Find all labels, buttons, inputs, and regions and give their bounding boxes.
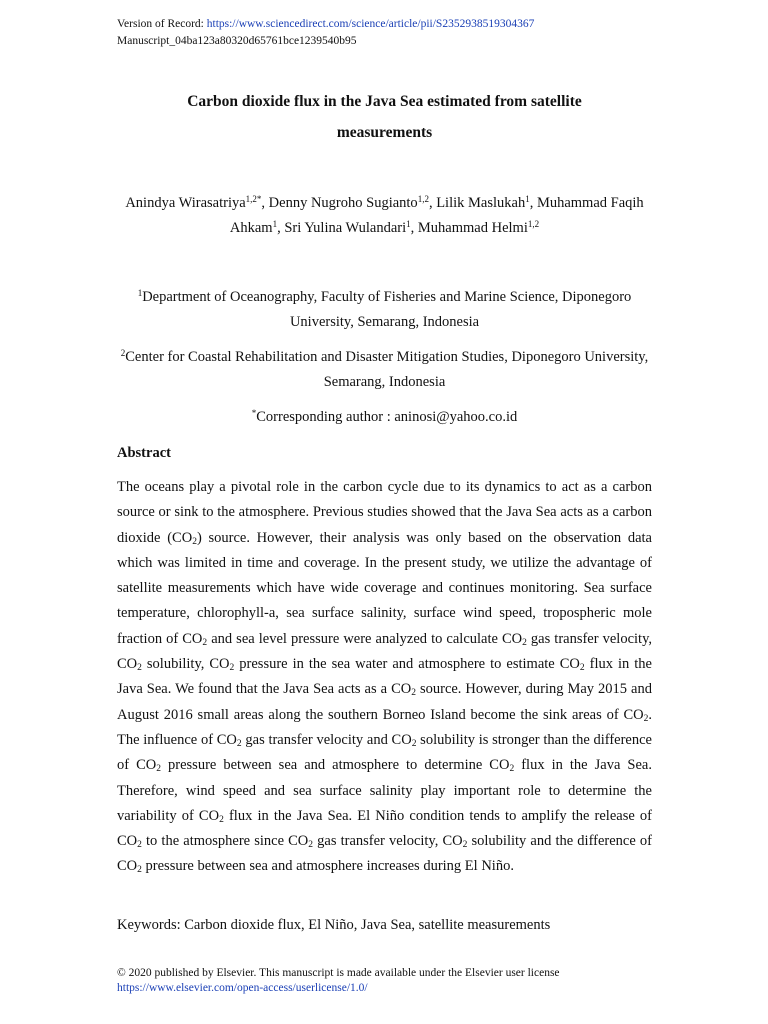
abstract-text: and sea level pressure were analyzed to calculate CO (207, 630, 523, 647)
co2-subscript: 2 (192, 536, 197, 547)
affiliation-text: Center for Coastal Rehabilitation and Disaster Mitigation Studies, Diponegoro University, Semarang, Indonesia (125, 349, 649, 390)
co2-subscript: 2 (229, 663, 235, 674)
manuscript-id: Manuscript_04ba123a80320d65761bce1239540b95 (117, 35, 357, 47)
co2-subscript: 2 (219, 814, 224, 825)
license-footer (117, 966, 560, 996)
abstract-text: solubility, CO (141, 656, 230, 673)
co2-subscript: 2 (236, 738, 242, 749)
author-affiliation-mark: 1 (406, 219, 411, 229)
abstract-text: pressure between sea and atmosphere to determine CO (161, 757, 510, 774)
co2-subscript: 2 (522, 637, 527, 648)
page-header (117, 16, 534, 50)
affiliation-mark: 2 (120, 348, 126, 358)
co2-subscript: 2 (509, 764, 515, 775)
co2-subscript: 2 (156, 764, 161, 775)
author-name: , Muhammad Faqih Ahkam (229, 195, 644, 236)
abstract-body (117, 475, 652, 880)
license-link[interactable]: https://www.elsevier.com/open-access/userlicense/1.0/ (117, 982, 368, 994)
abstract-text: gas transfer velocity, CO (313, 833, 463, 850)
version-of-record-label: Version of Record: (117, 18, 204, 30)
abstract-text: source. However, during May 2015 and August 2016 small areas along the southern Borneo Island become the sink areas of CO (117, 681, 652, 723)
co2-subscript: 2 (202, 637, 208, 648)
abstract-text: solubility and the difference of CO (117, 833, 652, 875)
version-of-record-line (117, 16, 534, 33)
co2-subscript: 2 (411, 688, 416, 699)
abstract-heading: Abstract (117, 445, 171, 461)
affiliation-mark: 1 (137, 288, 143, 298)
abstract-text: gas transfer velocity and CO (241, 731, 412, 748)
affiliation-1 (117, 285, 652, 335)
co2-subscript: 2 (462, 840, 468, 851)
author-affiliation-mark: 1 (525, 194, 530, 204)
abstract-text: flux in the Java Sea. We found that the Java Sea acts as a CO (117, 656, 652, 698)
abstract-text: flux in the Java Sea. El Niño condition tends to amplify the release of CO (117, 807, 652, 850)
author-list (117, 191, 652, 241)
title-line-1: Carbon dioxide flux in the Java Sea estimated from satellite (187, 93, 582, 110)
author-name: , Denny Nugroho Sugianto (261, 195, 418, 211)
affiliation-2 (117, 345, 652, 395)
abstract-text: ) source. However, their analysis was only based on the observation data which was limited in time and coverage. In the present study, we utilize the advantage of satellite measurements which have wide coverage and continues monitoring. Sea surface temperature, chlorophyll-a, sea surface salinity, surface wind speed, tropospheric mole fraction of CO (117, 529, 652, 647)
co2-subscript: 2 (137, 663, 142, 674)
author-name: , Muhammad Helmi (410, 220, 528, 236)
corresponding-author (117, 405, 652, 430)
co2-subscript: 2 (411, 738, 417, 749)
co2-subscript: 2 (137, 840, 142, 851)
author-name: , Sri Yulina Wulandari (277, 220, 407, 236)
abstract-text: flux in the Java Sea. Therefore, wind speed and sea surface salinity play important role to determine the variability of CO (117, 757, 652, 824)
keywords: Keywords: Carbon dioxide flux, El Niño, Java Sea, satellite measurements (117, 917, 551, 933)
co2-subscript: 2 (643, 713, 649, 724)
abstract-text: solubility is stronger than the difference of CO (117, 731, 652, 774)
title-line-2: measurements (336, 124, 433, 141)
corresponding-mark: * (251, 408, 257, 418)
co2-subscript: 2 (137, 865, 142, 876)
license-text: © 2020 published by Elsevier. This manuscript is made available under the Elsevier user license (117, 967, 560, 979)
paper-title (117, 86, 652, 148)
abstract-text: pressure between sea and atmosphere increases during El Niño. (141, 858, 514, 875)
author-affiliation-mark: 1,2 (417, 194, 429, 204)
co2-subscript: 2 (308, 840, 314, 851)
author-affiliation-mark: 1 (272, 219, 278, 229)
abstract-text: gas transfer velocity, CO (117, 630, 653, 673)
author-affiliation-mark: 1,2 (527, 219, 540, 229)
corresponding-text: Corresponding author : aninosi@yahoo.co.id (256, 409, 518, 425)
author-affiliation-mark: 1,2* (245, 194, 262, 204)
affiliation-text: Department of Oceanography, Faculty of Fisheries and Marine Science, Diponegoro University, Semarang, Indonesia (142, 289, 632, 330)
co2-subscript: 2 (579, 663, 585, 674)
abstract-text: pressure in the sea water and atmosphere to estimate CO (234, 656, 580, 673)
author-name: , Lilik Maslukah (428, 195, 526, 211)
abstract-text: The oceans play a pivotal role in the carbon cycle due to its dynamics to act as a carbon source or sink to the atmosphere. Previous studies showed that the Java Sea acts as a carbon dioxide (CO (117, 479, 652, 546)
version-of-record-link[interactable]: https://www.sciencedirect.com/science/article/pii/S2352938519304367 (206, 18, 535, 30)
abstract-text: . The influence of CO (117, 706, 652, 748)
abstract-text: to the atmosphere since CO (141, 833, 309, 850)
author-name: Anindya Wirasatriya (125, 195, 246, 211)
